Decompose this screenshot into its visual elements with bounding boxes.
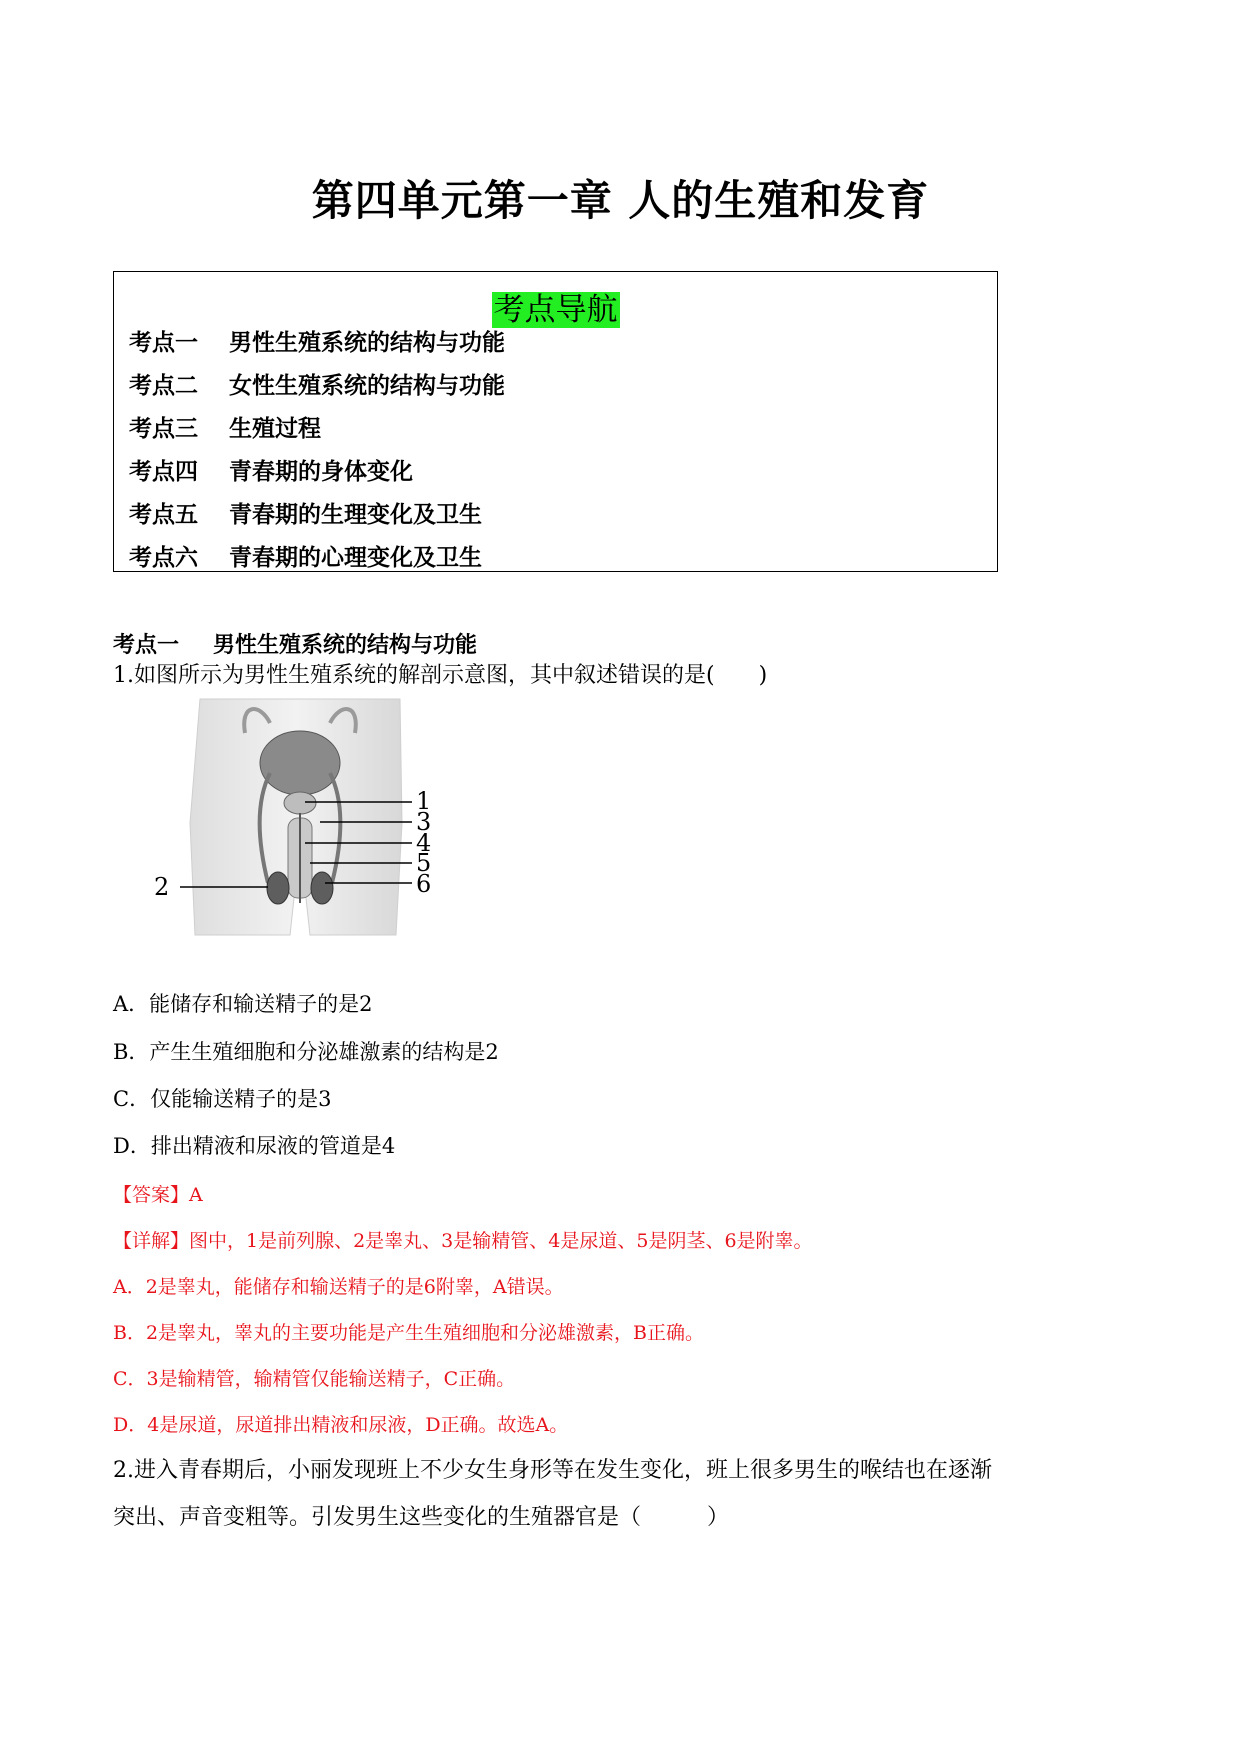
nav-item-3: 考点三 生殖过程 [129,416,321,442]
analysis-line-2: A．2是睾丸，能储存和输送精子的是6附睾，A错误。 [113,1276,564,1298]
figure-label-1: 1 [416,787,432,815]
analysis-line-4: C．3是输精管，输精管仅能输送精子，C正确。 [113,1368,516,1390]
nav-item-1: 考点一 男性生殖系统的结构与功能 [129,330,505,356]
figure-label-6: 6 [416,870,432,898]
analysis-line-5: D．4是尿道，尿道排出精液和尿液，D正确。故选A。 [113,1414,569,1436]
option-b: B．产生生殖细胞和分泌雄激素的结构是2 [113,1040,499,1064]
exam-points-navigation-box [113,271,998,572]
question-2-line-1: 2.进入青春期后，小丽发现班上不少女生身形等在发生变化，班上很多男生的喉结也在逐渐 [113,1458,992,1483]
male-reproductive-system-diagram [150,693,450,943]
analysis-line-1: 【详解】图中，1是前列腺、2是睾丸、3是输精管、4是尿道、5是阴茎、6是附睾。 [113,1230,813,1252]
answer-line: 【答案】A [113,1184,203,1206]
nav-item-2: 考点二 女性生殖系统的结构与功能 [129,373,505,399]
figure-label-2: 2 [154,873,170,901]
option-c: C．仅能输送精子的是3 [113,1087,332,1111]
figure-label-4: 4 [416,829,432,857]
nav-item-4: 考点四 青春期的身体变化 [129,459,413,485]
nav-item-6: 考点六 青春期的心理变化及卫生 [129,545,482,571]
option-d: D．排出精液和尿液的管道是4 [113,1134,396,1158]
question-1-stem: 1.如图所示为男性生殖系统的解剖示意图，其中叙述错误的是( ) [113,663,768,688]
page-title: 第四单元第一章 人的生殖和发育 [311,176,930,225]
nav-title: 考点导航 [493,292,618,328]
figure-label-3: 3 [416,808,432,836]
figure-label-5: 5 [416,849,432,877]
nav-item-5: 考点五 青春期的生理变化及卫生 [129,502,482,528]
question-2-line-2: 突出、声音变粗等。引发男生这些变化的生殖器官是（ ） [113,1505,730,1530]
option-a: A．能储存和输送精子的是2 [113,992,373,1016]
analysis-line-3: B．2是睾丸，睾丸的主要功能是产生生殖细胞和分泌雄激素，B正确。 [113,1322,705,1344]
section-heading: 考点一 男性生殖系统的结构与功能 [113,633,478,658]
